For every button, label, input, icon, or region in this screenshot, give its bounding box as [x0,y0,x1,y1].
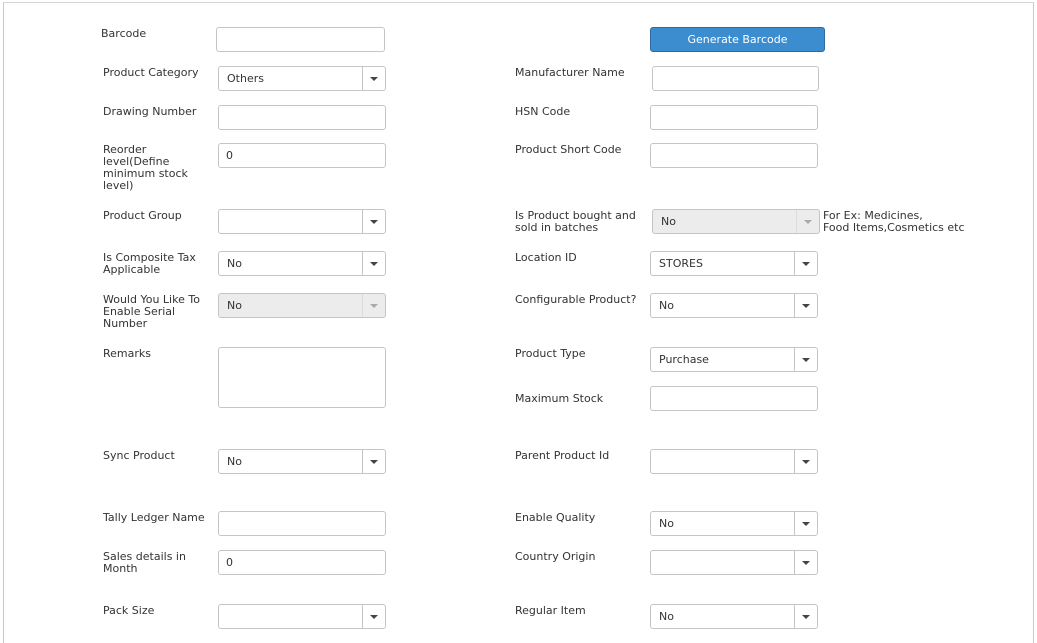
serial-number-label-line: Enable Serial [103,305,176,318]
composite-tax-select[interactable] [218,251,386,276]
product-type-select[interactable] [650,347,818,372]
chevron-down-icon[interactable] [362,67,385,90]
chevron-down-icon[interactable] [794,252,817,275]
product-category-value: Others [227,72,264,85]
reorder-level-label-line: level) [103,179,134,192]
batches-label-line: Is Product bought and [515,209,636,222]
tally-ledger-name-label: Tally Ledger Name [103,511,205,524]
sync-product-select[interactable] [218,449,386,474]
product-group-label: Product Group [103,209,182,222]
enable-quality-label: Enable Quality [515,511,596,524]
reorder-level-label [103,144,188,192]
composite-tax-label-line: Is Composite Tax [103,251,196,264]
remarks-textarea[interactable] [218,347,386,408]
chevron-down-icon[interactable] [794,551,817,574]
serial-number-select[interactable] [218,293,386,318]
location-id-value: STORES [659,257,703,270]
barcode-input[interactable] [216,27,385,52]
chevron-down-icon[interactable] [796,210,819,233]
reorder-level-label-line: minimum stock [103,167,188,180]
batches-value: No [661,215,676,228]
chevron-down-icon[interactable] [794,294,817,317]
batches-select[interactable] [652,209,820,234]
chevron-down-icon[interactable] [362,294,385,317]
sync-product-label: Sync Product [103,449,175,462]
maximum-stock-label: Maximum Stock [515,392,604,405]
location-id-label: Location ID [515,251,577,264]
sales-details-input[interactable]: 0 [218,550,386,575]
location-id-select[interactable] [650,251,818,276]
generate-barcode-button[interactable]: Generate Barcode [650,27,825,52]
sales-details-label-line: Month [103,562,138,575]
parent-product-id-select[interactable] [650,449,818,474]
pack-size-select[interactable] [218,604,386,629]
regular-item-value: No [659,610,674,623]
chevron-down-icon[interactable] [362,605,385,628]
drawing-number-label: Drawing Number [103,105,197,118]
product-short-code-input[interactable] [650,143,818,168]
chevron-down-icon[interactable] [362,252,385,275]
reorder-level-label-line: level(Define [103,155,170,168]
chevron-down-icon[interactable] [794,605,817,628]
chevron-down-icon[interactable] [362,450,385,473]
enable-quality-value: No [659,517,674,530]
product-type-label: Product Type [515,347,586,360]
manufacturer-name-input[interactable] [652,66,819,91]
reorder-level-label-line: Reorder [103,143,147,156]
drawing-number-input[interactable] [218,105,386,130]
chevron-down-icon[interactable] [794,348,817,371]
batches-label-line: sold in batches [515,221,599,234]
hsn-code-label: HSN Code [515,105,571,118]
serial-number-label-line: Would You Like To [103,293,200,306]
serial-number-label-line: Number [103,317,148,330]
parent-product-id-label: Parent Product Id [515,449,610,462]
product-short-code-label: Product Short Code [515,143,622,156]
tally-ledger-name-input[interactable] [218,511,386,536]
hsn-code-input[interactable] [650,105,818,130]
regular-item-label: Regular Item [515,604,586,617]
serial-number-label [103,294,200,330]
pack-size-label: Pack Size [103,604,155,617]
composite-tax-label-line: Applicable [103,263,161,276]
product-group-select[interactable] [218,209,386,234]
serial-number-value: No [227,299,242,312]
reorder-level-input[interactable]: 0 [218,143,386,168]
country-origin-select[interactable] [650,550,818,575]
chevron-down-icon[interactable] [794,450,817,473]
barcode-label: Barcode [101,27,147,40]
configurable-product-value: No [659,299,674,312]
enable-quality-select[interactable] [650,511,818,536]
country-origin-label: Country Origin [515,550,596,563]
chevron-down-icon[interactable] [362,210,385,233]
configurable-product-label: Configurable Product? [515,293,637,306]
remarks-label: Remarks [103,347,151,360]
composite-tax-label [103,252,196,276]
product-category-label: Product Category [103,66,199,79]
maximum-stock-input[interactable] [650,386,818,411]
composite-tax-value: No [227,257,242,270]
product-type-value: Purchase [659,353,709,366]
regular-item-select[interactable] [650,604,818,629]
sync-product-value: No [227,455,242,468]
sales-details-label [103,551,186,575]
configurable-product-select[interactable] [650,293,818,318]
sales-details-label-line: Sales details in [103,550,186,563]
manufacturer-name-label: Manufacturer Name [515,66,625,79]
batches-hint-line: Food Items,Cosmetics etc [823,221,965,234]
chevron-down-icon[interactable] [794,512,817,535]
batches-hint-line: For Ex: Medicines, [823,209,923,222]
batches-hint [823,210,965,234]
batches-label [515,210,636,234]
product-category-select[interactable] [218,66,386,91]
